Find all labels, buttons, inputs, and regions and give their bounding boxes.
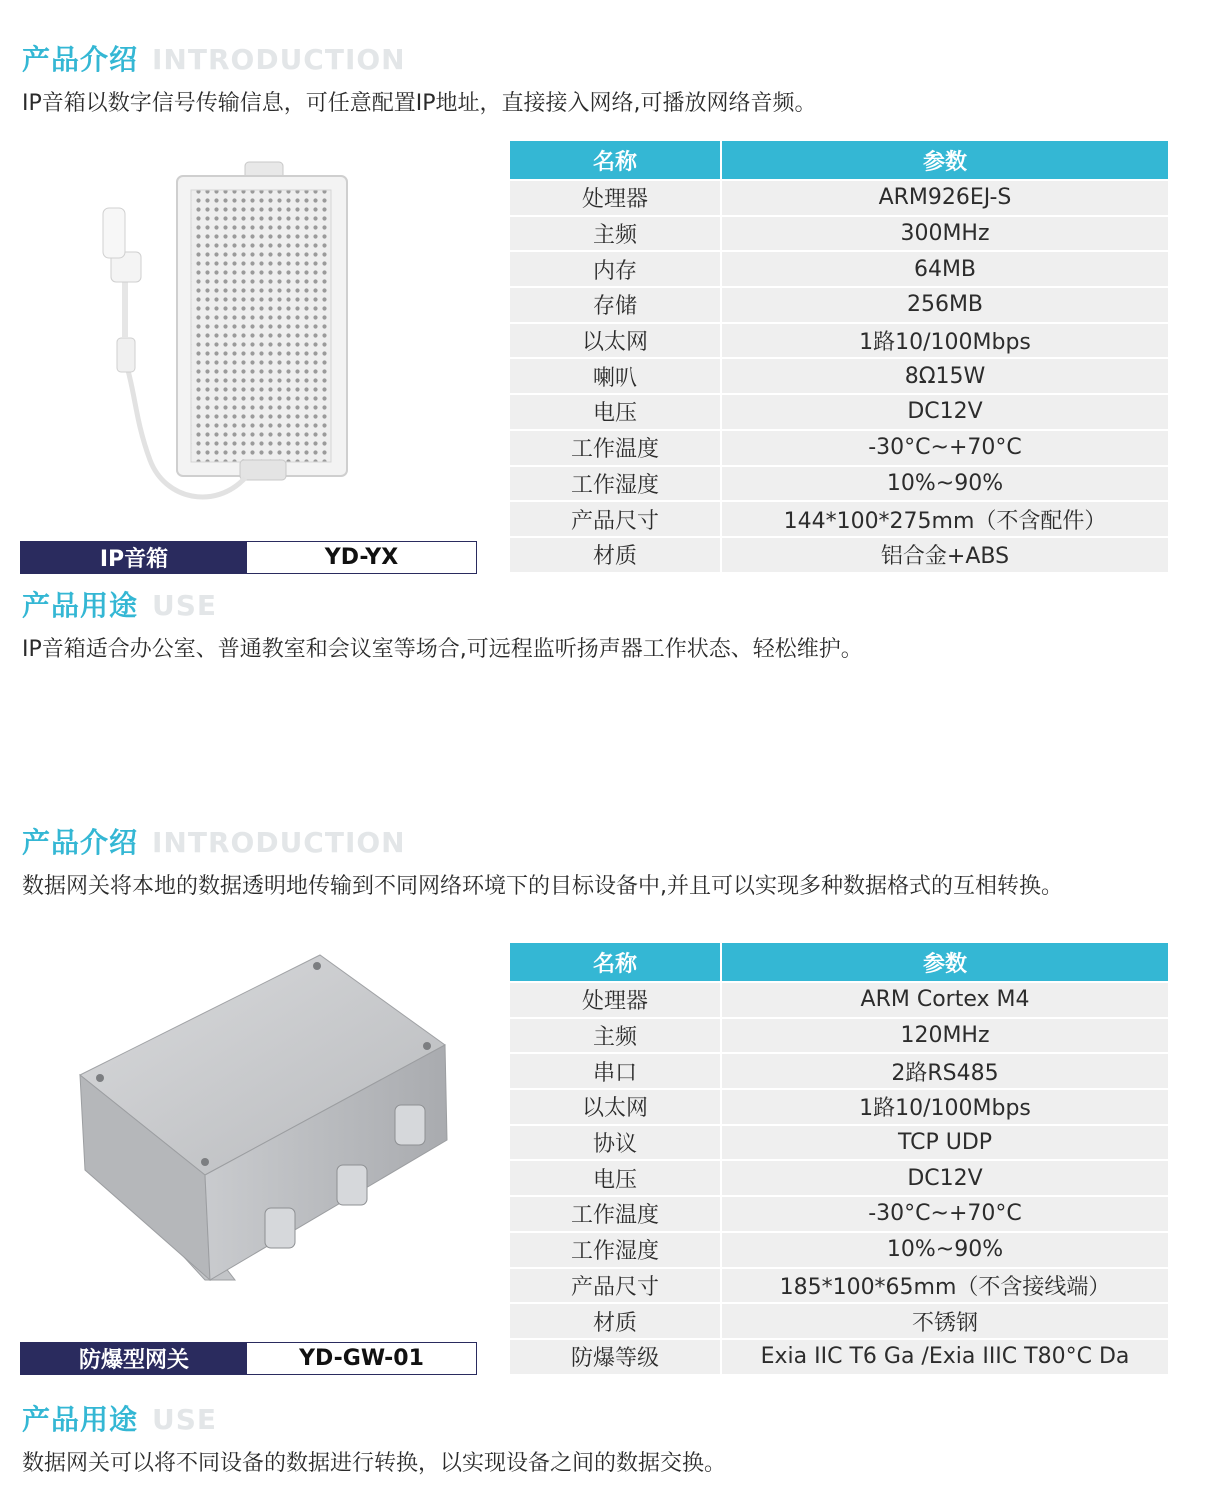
product-label-bar xyxy=(20,541,477,574)
spec-value: -30°C~+70°C xyxy=(722,429,1168,465)
spec-value: ARM926EJ-S xyxy=(722,179,1168,215)
spec-value: 2路RS485 xyxy=(722,1052,1168,1088)
spec-name: 主频 xyxy=(510,1017,720,1053)
use-text: 数据网关可以将不同设备的数据进行转换，以实现设备之间的数据交换。 xyxy=(22,1451,727,1476)
spec-name: 材质 xyxy=(510,1302,720,1338)
spec-value: -30°C~+70°C xyxy=(722,1195,1168,1231)
header-value: 参数 xyxy=(722,141,1168,179)
spec-name: 工作温度 xyxy=(510,1195,720,1231)
spec-name: 电压 xyxy=(510,393,720,429)
intro-heading-cn: 产品介绍 xyxy=(22,826,139,859)
spec-name: 存储 xyxy=(510,286,720,322)
gateway-box-photo xyxy=(75,950,455,1290)
spec-table-header xyxy=(510,943,1168,981)
table-row xyxy=(510,179,1168,215)
table-row xyxy=(510,536,1168,572)
spec-value: 10%~90% xyxy=(722,1231,1168,1267)
table-row xyxy=(510,286,1168,322)
spec-name: 工作温度 xyxy=(510,429,720,465)
header-name: 名称 xyxy=(510,141,720,179)
spec-table-header xyxy=(510,141,1168,179)
table-row xyxy=(510,250,1168,286)
spec-value: 300MHz xyxy=(722,215,1168,251)
table-row xyxy=(510,1195,1168,1231)
spec-name: 处理器 xyxy=(510,179,720,215)
table-row xyxy=(510,215,1168,251)
intro-heading-cn: 产品介绍 xyxy=(22,43,139,76)
product-name: 防爆型网关 xyxy=(21,1343,247,1374)
spec-value: 185*100*65mm（不含接线端） xyxy=(722,1267,1168,1303)
spec-value: Exia IIC T6 Ga /Exia IIIC T80°C Da xyxy=(722,1338,1168,1374)
use-heading-cn: 产品用途 xyxy=(22,589,139,622)
table-row xyxy=(510,1231,1168,1267)
table-row xyxy=(510,1124,1168,1160)
intro-heading xyxy=(22,38,406,78)
spec-value: DC12V xyxy=(722,1159,1168,1195)
spec-value: 1路10/100Mbps xyxy=(722,322,1168,358)
spec-table xyxy=(508,141,1170,572)
use-text: IP音箱适合办公室、普通教室和会议室等场合,可远程监听扬声器工作状态、轻松维护。 xyxy=(22,637,863,662)
spec-value: 256MB xyxy=(722,286,1168,322)
table-row xyxy=(510,500,1168,536)
table-row xyxy=(510,1338,1168,1374)
spec-name: 电压 xyxy=(510,1159,720,1195)
ip-speaker-photo xyxy=(95,160,365,510)
spec-value: DC12V xyxy=(722,393,1168,429)
spec-name: 串口 xyxy=(510,1052,720,1088)
intro-text: 数据网关将本地的数据透明地传输到不同网络环境下的目标设备中,并且可以实现多种数据格式的互相转换。 xyxy=(22,874,1063,899)
spec-table xyxy=(508,943,1170,1374)
spec-value: 144*100*275mm（不含配件） xyxy=(722,500,1168,536)
spec-value: 1路10/100Mbps xyxy=(722,1088,1168,1124)
spec-name: 喇叭 xyxy=(510,357,720,393)
spec-value: 10%~90% xyxy=(722,465,1168,501)
spec-name: 内存 xyxy=(510,250,720,286)
spec-name: 工作湿度 xyxy=(510,1231,720,1267)
header-name: 名称 xyxy=(510,943,720,981)
intro-text: IP音箱以数字信号传输信息，可任意配置IP地址，直接接入网络,可播放网络音频。 xyxy=(22,91,817,116)
spec-value: 8Ω15W xyxy=(722,357,1168,393)
spec-name: 材质 xyxy=(510,536,720,572)
intro-heading-en: INTRODUCTION xyxy=(152,826,406,859)
table-row xyxy=(510,1088,1168,1124)
spec-value: 不锈钢 xyxy=(722,1302,1168,1338)
table-row xyxy=(510,429,1168,465)
header-value: 参数 xyxy=(722,943,1168,981)
intro-heading xyxy=(22,821,406,861)
spec-value: ARM Cortex M4 xyxy=(722,981,1168,1017)
product-code: YD-GW-01 xyxy=(247,1343,476,1374)
spec-value: 64MB xyxy=(722,250,1168,286)
table-row xyxy=(510,1017,1168,1053)
spec-value: 120MHz xyxy=(722,1017,1168,1053)
spec-name: 防爆等级 xyxy=(510,1338,720,1374)
intro-heading-en: INTRODUCTION xyxy=(152,43,406,76)
table-row xyxy=(510,1302,1168,1338)
spec-name: 工作湿度 xyxy=(510,465,720,501)
table-row xyxy=(510,1052,1168,1088)
spec-name: 产品尺寸 xyxy=(510,500,720,536)
table-row xyxy=(510,981,1168,1017)
use-heading xyxy=(22,584,217,624)
spec-name: 以太网 xyxy=(510,1088,720,1124)
product-code: YD-YX xyxy=(247,542,476,573)
product-label-bar xyxy=(20,1342,477,1375)
product-name: IP音箱 xyxy=(21,542,247,573)
table-row xyxy=(510,1159,1168,1195)
table-row xyxy=(510,465,1168,501)
table-row xyxy=(510,393,1168,429)
use-heading-en: USE xyxy=(152,1403,218,1436)
spec-value: TCP UDP xyxy=(722,1124,1168,1160)
spec-name: 处理器 xyxy=(510,981,720,1017)
use-heading-en: USE xyxy=(152,589,218,622)
spec-name: 主频 xyxy=(510,215,720,251)
table-row xyxy=(510,1267,1168,1303)
use-heading-cn: 产品用途 xyxy=(22,1403,139,1436)
spec-value: 铝合金+ABS xyxy=(722,536,1168,572)
spec-name: 产品尺寸 xyxy=(510,1267,720,1303)
use-heading xyxy=(22,1398,217,1438)
spec-name: 以太网 xyxy=(510,322,720,358)
table-row xyxy=(510,322,1168,358)
table-row xyxy=(510,357,1168,393)
spec-name: 协议 xyxy=(510,1124,720,1160)
